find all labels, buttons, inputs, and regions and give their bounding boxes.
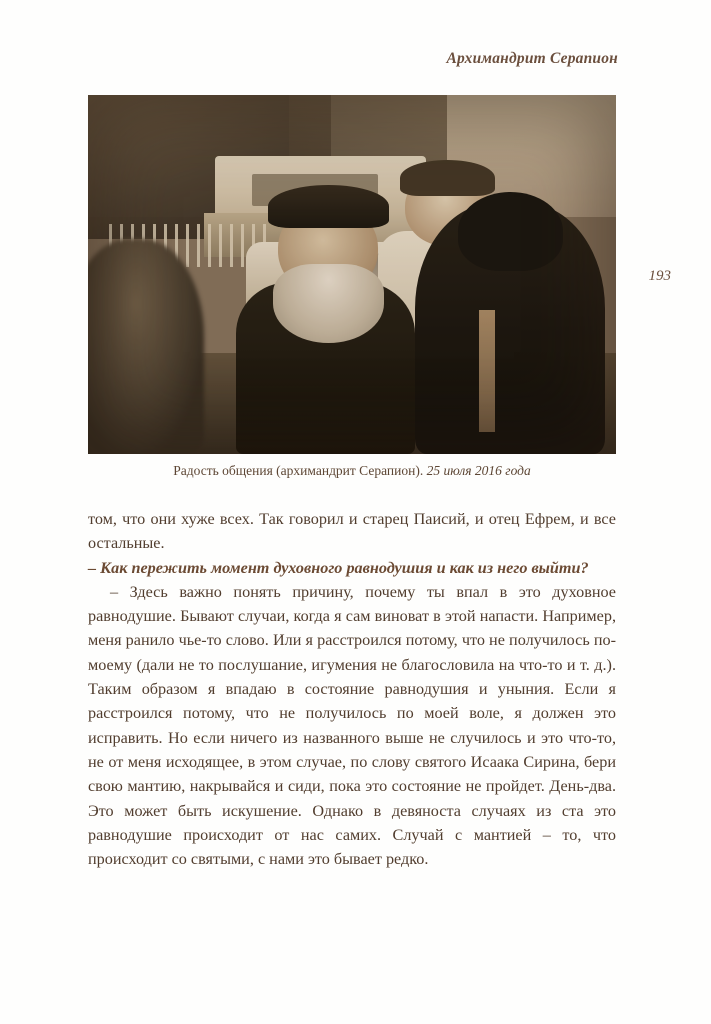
interview-answer: – Здесь важно понять причину, почему ты впал в это духовное равнодушие. Бывают случаи, когда я сам виноват в этой напасти. Например, меня ранило чье-то слово. Или я расстроился потому, что не получилось по-моему (дали не то послушание, игумения не благословила на что-то и т. д.). Таким образом я впадаю в состояние равнодушия и уныния. Если я расстроился потому, что не получилось по моей воле, я должен это исправить. Но если ничего из названного выше не случилось и это что-то, не от меня исходящее, в этом случае, по слову святого Исаака Сирина, бери свою мантию, накрывайся и сиди, пока это состояние не пройдет. День-два. Это может быть искушение. Однако в девяноста случаях из ста это равнодушие происходит от нас самих. Случай с мантией – то, что происходит со святыми, с нами это бывает редко. [88, 582, 616, 869]
page-number: 193 [648, 268, 671, 284]
photo-caption-date: 25 июля 2016 года [426, 463, 531, 478]
body-text [88, 507, 616, 871]
photograph [88, 95, 616, 454]
running-head: Архимандрит Серапион [446, 50, 618, 67]
photograph-image [88, 95, 616, 454]
paragraph-continued: том, что они хуже всех. Так говорил и старец Паисий, и отец Ефрем, и все остальные. [88, 510, 616, 553]
photo-caption [88, 463, 616, 479]
photo-caption-text: Радость общения (архимандрит Серапион). [173, 463, 427, 478]
interview-question: – Как пережить момент духовного равнодушия и как из него выйти? [88, 558, 589, 577]
